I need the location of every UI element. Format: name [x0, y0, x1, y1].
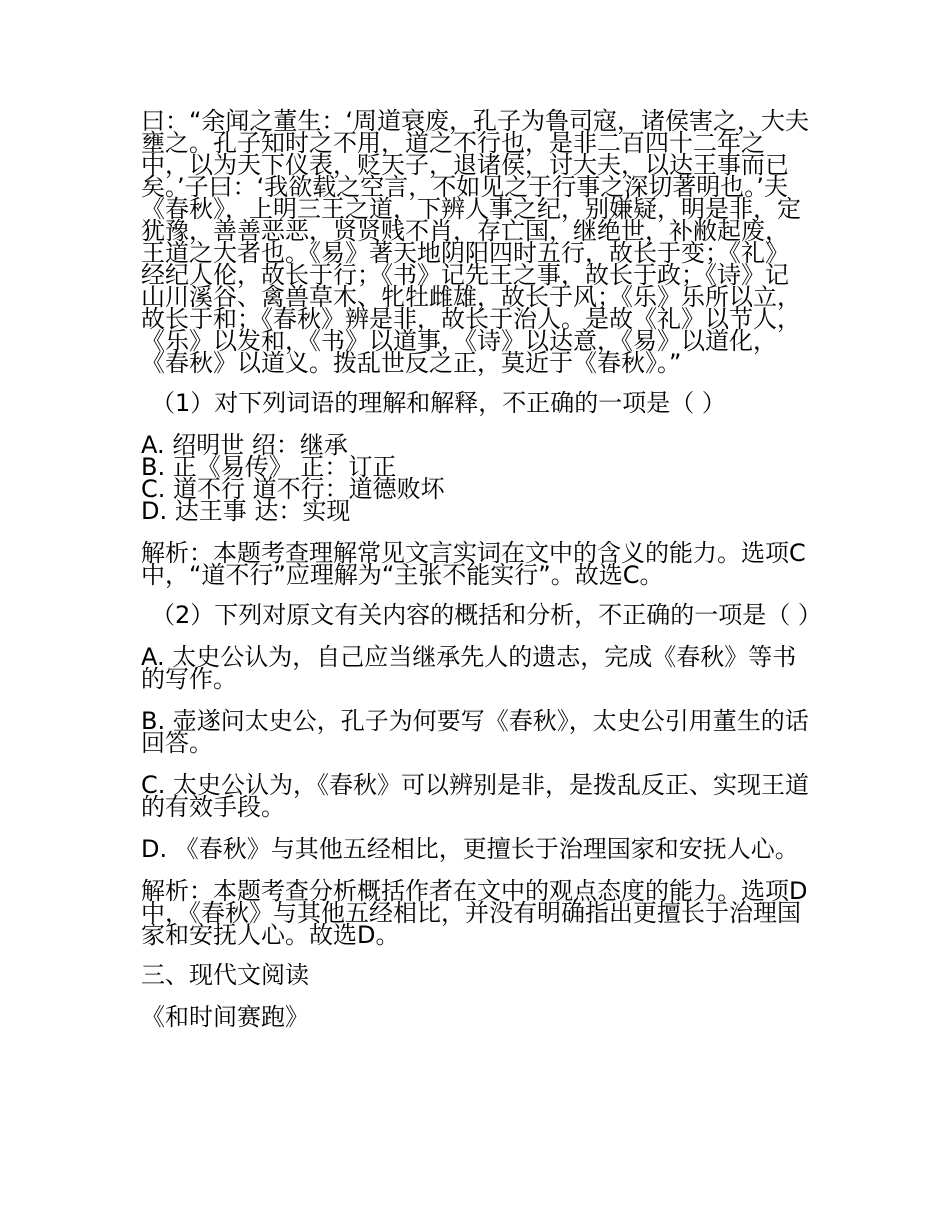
question-2-option-b: B. 壶遂问太史公，孔子为何要写《春秋》，太史公引用董生的话回答。	[141, 707, 809, 757]
section-heading: 三、现代文阅读	[141, 961, 309, 989]
question-2-option-c: C. 太史公认为，《春秋》可以辨别是非，是拨乱反正、实现王道的有效手段。	[141, 771, 810, 821]
article-title: 《和时间赛跑》	[141, 1003, 309, 1031]
question-2-stem: （2）下列对原文有关内容的概括和分析，不正确的一项是（ ）	[151, 601, 822, 629]
question-1-option-c: C. 道不行 道不行：道德败坏	[141, 475, 445, 503]
passage-text: 曰：“余闻之董生：‘周道衰废，孔子为鲁司寇，诸侯害之，大夫壅之。孔子知时之不用，道之不行也，是非二百四十二年之中，以为天下仪表，贬天子，退诸侯，讨大夫，以达王事而已矣。’子曰：‘我欲载之空言，不如见之于行事之深切著明也。’夫《春秋》，上明三王之道，下辨人事之纪，别嫌疑，明是非，定犹豫，善善恶恶，贤贤贱不肖，存亡国，继绝世，补敝起废，王道之大者也。《易》著天地阴阳四时五行，故长于变；《礼》经纪人伦，故长于行；《书》记先王之事，故长于政；《诗》记山川溪谷、禽兽草木、牝牡雌雄，故长于风；《乐》乐所以立，故长于和；《春秋》辨是非，故长于治人。是故《礼》以节人，《乐》以发和，《书》以道事，《诗》以达意，《易》以道化，《春秋》以道义。拨乱世反之正，莫近于《春秋》。”	[141, 107, 810, 377]
question-1-options	[141, 431, 812, 525]
question-1-option-d: D. 达王事 达：实现	[141, 497, 351, 525]
question-2-option-a: A. 太史公认为，自己应当继承先人的遗志，完成《春秋》等书的写作。	[141, 643, 797, 693]
question-2-analysis: 解析：本题考查分析概括作者在文中的观点态度的能力。选项D中，《春秋》与其他五经相比，并没有明确指出更擅长于治理国家和安抚人心。故选D。	[141, 877, 808, 949]
question-1-option-a: A. 绍明世 绍：继承	[141, 431, 348, 459]
question-1-stem: （1）对下列词语的理解和解释，不正确的一项是（ ）	[151, 389, 726, 417]
question-2-option-d: D. 《春秋》与其他五经相比，更擅长于治理国家和安抚人心。	[141, 835, 799, 863]
question-1-option-b: B. 正《易传》 正：订正	[141, 453, 397, 481]
question-1-analysis: 解析：本题考查理解常见文言实词在文中的含义的能力。选项C中，“道不行”应理解为“主张不能实行”。故选C。	[141, 539, 806, 589]
